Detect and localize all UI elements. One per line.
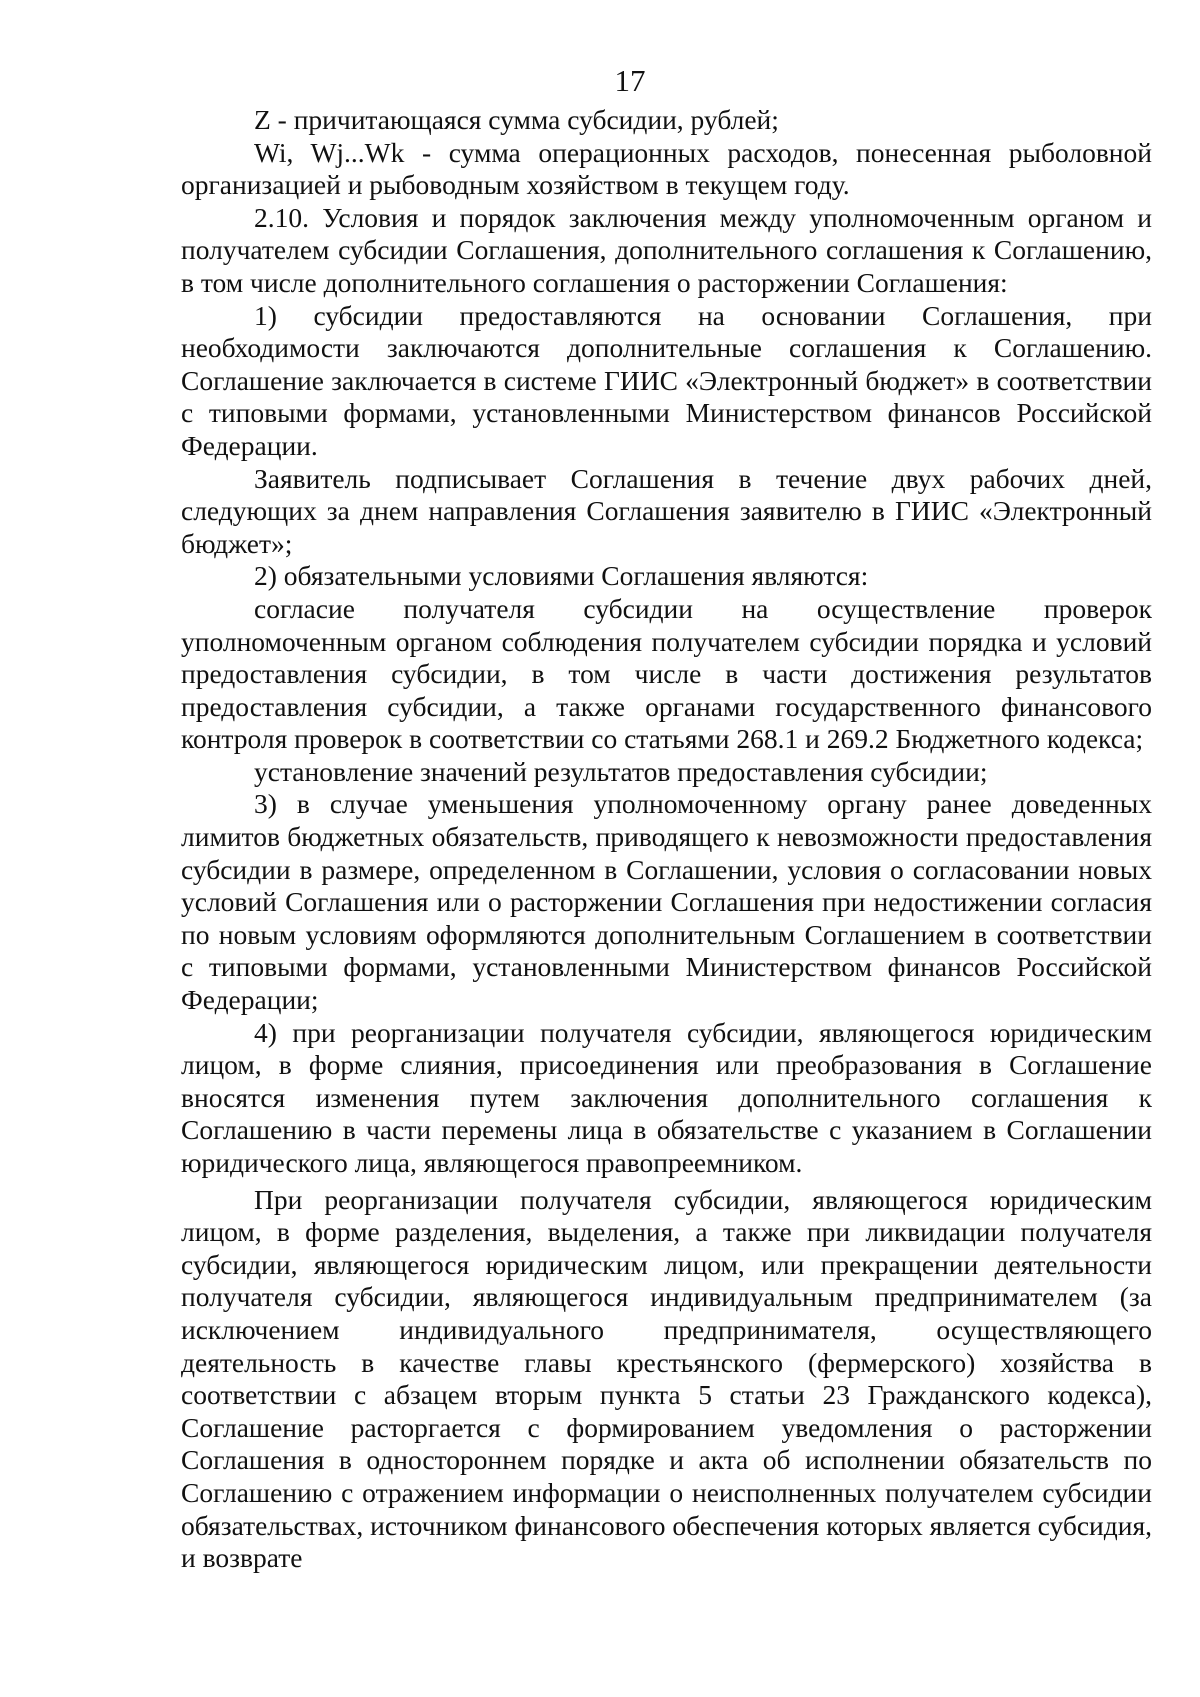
paragraph-item-4: 4) при реорганизации получателя субсидии, являющегося юридическим лицом, в форме слияния, присоединения или преобразования в Соглашение вносятся изменения путем заключения дополнительного соглашения к Соглашению в части перемены лица в обязательстве с указанием в Соглашении юридического лица, являющегося правопреемником. — [181, 1016, 1152, 1178]
paragraph-item-2: 2) обязательными условиями Соглашения являются: — [254, 560, 869, 592]
paragraph-z-definition: Z - причитающаяся сумма субсидии, рублей; — [254, 104, 779, 135]
paragraph-item-3: 3) в случае уменьшения уполномоченному органу ранее доведенных лимитов бюджетных обязательств, приводящего к невозможности предоставления субсидии в размере, определенном в Соглашении, условия о согласовании новых условий Соглашения или о расторжении Соглашения при недостижении согласия по новым условиям оформляются дополнительным Соглашением в соответствии с типовыми формами, установленными Министерством финансов Российской Федерации; — [181, 788, 1152, 1016]
document-body — [181, 104, 1152, 1575]
page-number: 17 — [614, 63, 646, 98]
paragraph-item-1: 1) субсидии предоставляются на основании Соглашения, при необходимости заключаются дополнительные соглашения к Соглашению. Соглашение заключается в системе ГИИС «Электронный бюджет» в соответствии с типовыми формами, установленными Министерством финансов Российской Федерации. — [181, 299, 1152, 461]
paragraph-w-definition: Wi, Wj...Wk - сумма операционных расходов, понесенная рыболовной организацией и рыбоводным хозяйством в текущем году. — [181, 136, 1152, 201]
paragraph-results: установление значений результатов предоставления субсидии; — [254, 755, 988, 787]
paragraph-consent: согласие получателя субсидии на осуществление проверок уполномоченным органом соблюдения получателем субсидии порядка и условий предоставления субсидии, в том числе в части достижения результатов предоставления субсидии, а также органами государственного финансового контроля проверок в соответствии со статьями 268.1 и 269.2 Бюджетного кодекса; — [181, 592, 1152, 755]
paragraph-2-10: 2.10. Условия и порядок заключения между уполномоченным органом и получателем субсидии Соглашения, дополнительного соглашения к Соглашению, в том числе дополнительного соглашения о расторжении Соглашения: — [181, 201, 1152, 298]
paragraph-reorganization: При реорганизации получателя субсидии, являющегося юридическим лицом, в форме разделения, выделения, а также при ликвидации получателя субсидии, являющегося юридическим лицом, или прекращении деятельности получателя субсидии, являющегося индивидуальным предпринимателем (за исключением индивидуального предпринимателя, осуществляющего деятельность в качестве главы крестьянского (фермерского) хозяйства в соответствии с абзацем вторым пункта 5 статьи 23 Гражданского кодекса), Соглашение расторгается с формированием уведомления о расторжении Соглашения в одностороннем порядке и акта об исполнении обязательств по Соглашению с отражением информации о неисполненных получателем субсидии обязательствах, источником финансового обеспечения которых является субсидия, и возврате — [181, 1183, 1152, 1574]
paragraph-applicant-signs: Заявитель подписывает Соглашения в течение двух рабочих дней, следующих за днем направления Соглашения заявителю в ГИИС «Электронный бюджет»; — [181, 462, 1152, 559]
